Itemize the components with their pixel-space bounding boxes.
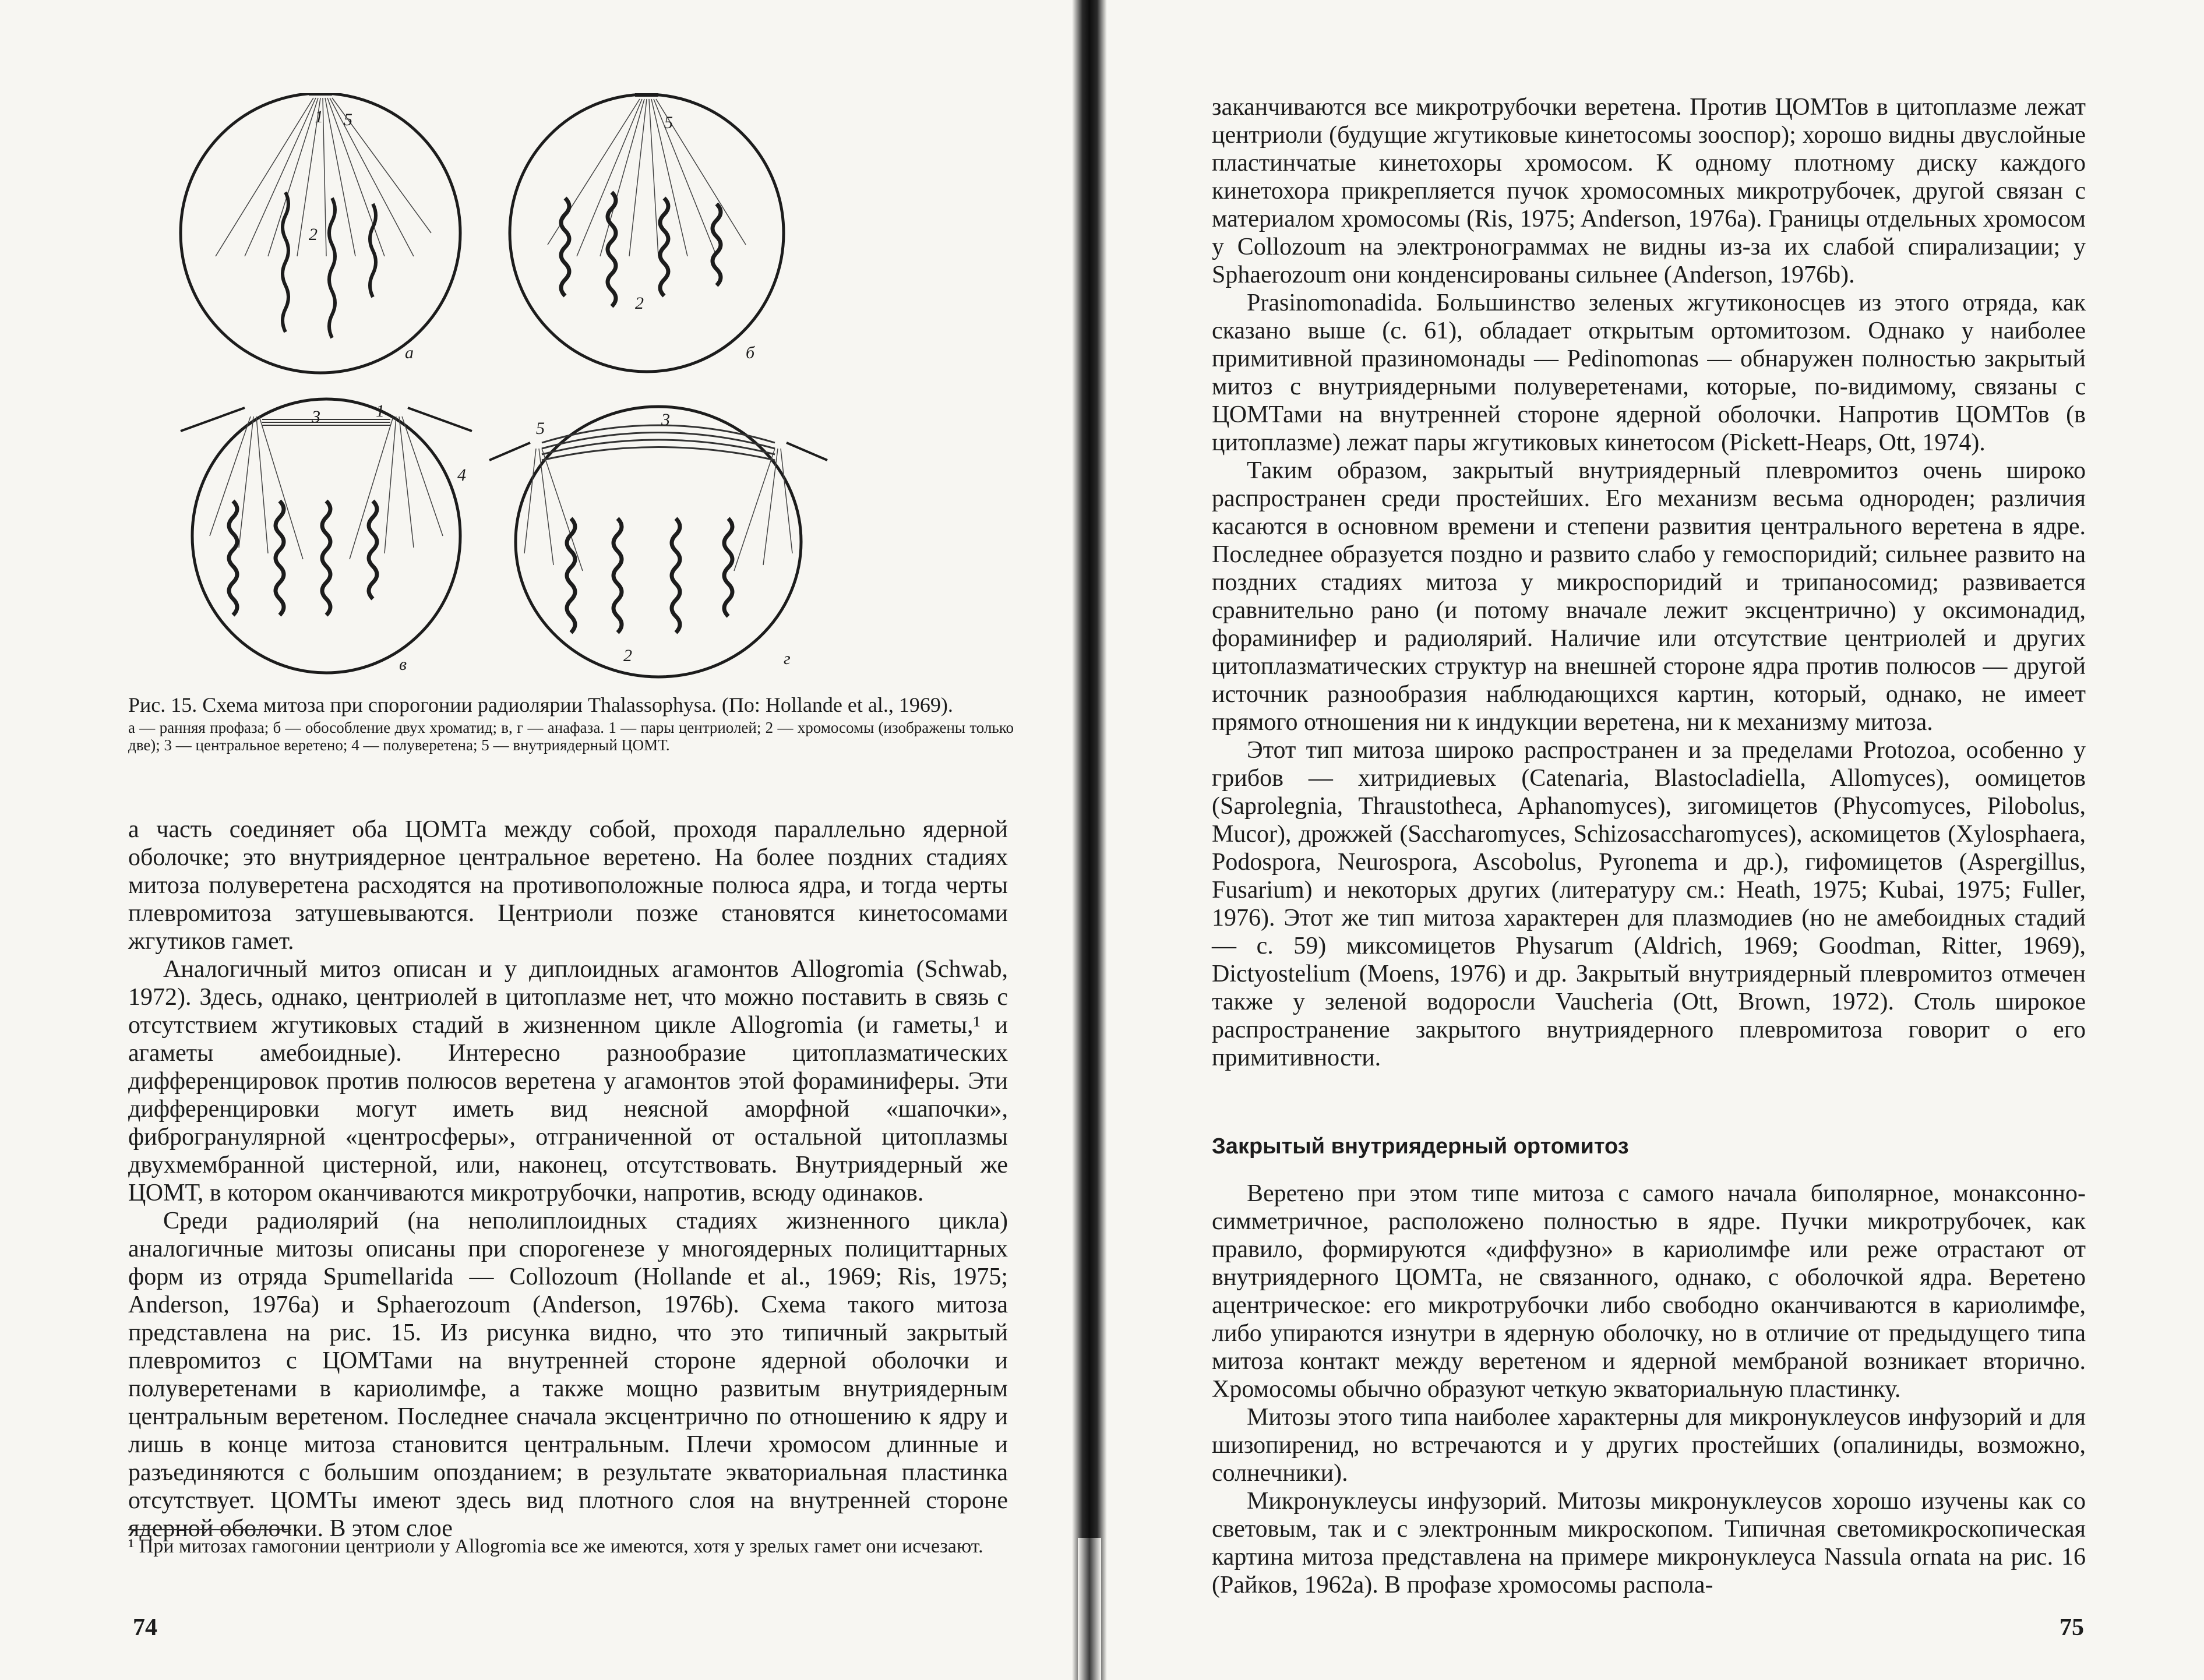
- panel-a-nucleus: [181, 93, 460, 373]
- right-paragraph-1: заканчиваются все микротрубочки веретена. Против ЦОМТов в цитоплазме лежат центриоли (будущие жгутиковые кинетосомы зооспор); хорошо видны двуслойные пластинчатые кинетохоры хромосом. К одному плотному диску каждого кинетохора прикрепляется пучок хромосомных микротрубочек, другой связан с материалом хромосомы (Ris, 1975; Anderson, 1976a). Границы отдельных хромосом у Collozoum на электронограммах не видны из-за их слабой спирализации; у Sphaerozoum они конденсированы сильнее (Anderson, 1976b).: [1212, 94, 2086, 288]
- panel-a-letter: а: [405, 343, 414, 362]
- panel-d-letter: г: [784, 649, 791, 668]
- figure-caption-legend: а — ранняя профаза; б — обособление двух хроматид; в, г — анафаза. 1 — пары центриолей; 2 — хромосомы (изображены только две); 3 — центральное веретено; 4 — полуверетена; 5 — внутриядерный ЦОМТ.: [128, 719, 1014, 754]
- panel-c-letter: в: [399, 655, 407, 674]
- left-paragraph-1: а часть соединяет оба ЦОМТа между собой, проходя параллельно ядерной оболочке; это внутриядерное центральное веретено. На более поздних стадиях митоза полуверетена расходятся на противоположные полюса ядра, и тогда черты плевромитоза затушевываются. Центриоли позже становятся кинетосомами жгутиков гамет.: [128, 816, 1008, 955]
- panel-c-nucleus: [181, 399, 472, 673]
- panel-c-label-3: 3: [312, 407, 320, 426]
- left-paragraph-2: Аналогичный митоз описан и у диплоидных агамонтов Allogromia (Schwab, 1972). Здесь, однако, центриолей в цитоплазме нет, что можно поставить в связь с отсутствием жгутиковых стадий в жизненном цикле Allogromia (и гаметы,¹ и агаметы амебоидные). Интересно разнообразие цитоплазматических дифференцировок против полюсов веретена у агамонтов этой фораминиферы. Эти дифференцировки могут иметь вид неясной аморфной «шапочки», фиброгранулярной «центросферы», отграниченной от остальной цитоплазмы двухмембранной цистерной, или, наконец, отсутствовать. Внутриядерный же ЦОМТ, в котором оканчиваются микротрубочки, напротив, всюду одинаков.: [128, 956, 1008, 1206]
- panel-c-label-4: 4: [457, 465, 466, 485]
- right-paragraph-6: Митозы этого типа наиболее характерны для микронуклеусов инфузорий и для шизопиренид, но встречаются и у других простейших (опалиниды, возможно, солнечники).: [1212, 1404, 2086, 1487]
- right-page-number: 75: [2060, 1614, 2084, 1641]
- figure-15-mitosis-diagram: [134, 93, 891, 687]
- right-paragraph-2: Prasinomonadida. Большинство зеленых жгутиконосцев из этого отряда, как сказано выше (с. 61), обладает открытым ортомитозом. Однако у наиболее примитивной празиномонады — Pedinomonas — обнаружен полностью закрытый митоз с внутриядерными полуверетенами, которые, по-видимому, связаны с ЦОМТами на внутренней стороне ядерной оболочки. Напротив ЦОМТов (в цитоплазме) лежат пары жгутиковых кинетосом (Pickett-Heaps, Ott, 1974).: [1212, 290, 2086, 456]
- left-page: [0, 0, 1089, 1680]
- left-page-number: 74: [133, 1614, 157, 1641]
- panel-d-label-3: 3: [661, 410, 670, 429]
- figure-caption: [128, 693, 1014, 754]
- right-body-top: [1212, 93, 2086, 1072]
- panel-a-label-2: 2: [309, 225, 318, 244]
- panel-b-nucleus: [510, 93, 784, 372]
- figure-caption-title: Рис. 15. Схема митоза при спорогонии радиолярии Thalassophysa. (По: Hollande et al., 1969).: [128, 693, 953, 717]
- panel-b-letter: б: [746, 343, 755, 362]
- left-body-text: [128, 816, 1008, 1543]
- panel-d-label-2: 2: [623, 646, 632, 665]
- right-page: [1095, 0, 2204, 1680]
- left-footnote-block: [128, 1529, 1008, 1558]
- right-section-heading-block: [1212, 1133, 2086, 1160]
- panel-a-label-1: 1: [315, 107, 323, 126]
- footnote-rule: [128, 1529, 291, 1530]
- left-footnote: ¹ При митозах гамогонии центриоли у Allogromia все же имеются, хотя у зрелых гамет они исчезают.: [128, 1536, 983, 1557]
- panel-b-label-2: 2: [635, 294, 644, 313]
- panel-a-label-5: 5: [344, 110, 352, 129]
- panel-c-label-1: 1: [376, 401, 385, 421]
- section-heading: Закрытый внутриядерный ортомитоз: [1212, 1134, 1629, 1159]
- right-paragraph-7: Микронуклеусы инфузорий. Митозы микронуклеусов хорошо изучены как со световым, так и с электронным микроскопом. Типичная светомикроскопическая картина митоза представлена на примере микронуклеуса Nassula ornata на рис. 16 (Райков, 1962a). В профазе хромосомы распола-: [1212, 1488, 2086, 1598]
- right-paragraph-4: Этот тип митоза широко распространен и за пределами Protozoa, особенно у грибов — хитридиевых (Catenaria, Blastocladiella, Allomyces), оомицетов (Saprolegnia, Thraustotheca, Aphanomyces), зигомицетов (Phycomyces, Pilobolus, Mucor), дрожжей (Saccharomyces, Schizosaccharomyces), аскомицетов (Xylosphaera, Podospora, Neurospora, Ascobolus, Pyronema и др.), гифомицетов (Aspergillus, Fusarium) и некоторых других (литературу см.: Heath, 1975; Kubai, 1975; Fuller, 1976). Этот же тип митоза характерен для плазмодиев (но не амебоидных стадий — с. 59) миксомицетов Physarum (Aldrich, 1969; Goodman, Ritter, 1969), Dictyostelium (Moens, 1976) и др. Закрытый внутриядерный плевромитоз отмечен также у зеленой водоросли Vaucheria (Ott, Brown, 1972). Столь широкое распространение закрытого внутриядерного плевромитоза говорит о его примитивности.: [1212, 737, 2086, 1071]
- right-paragraph-5: Веретено при этом типе митоза с самого начала биполярное, монаксонно-симметричное, расположено полностью в ядре. Пучки микротрубочек, как правило, формируются «диффузно» в кариолимфе или реже отрастают от внутриядерного ЦОМТа, не связанного, однако, с оболочкой ядра. Веретено ацентрическое: его микротрубочки либо свободно оканчиваются в кариолимфе, либо упираются изнутри в ядерную оболочку, но в отличие от предыдущего типа митоза контакт между веретеном и ядерной мембраной возникает вторично. Хромосомы обычно образуют четкую экваториальную пластинку.: [1212, 1180, 2086, 1403]
- panel-b-label-5: 5: [664, 113, 673, 132]
- panel-d-label-5: 5: [536, 419, 545, 438]
- right-paragraph-3: Таким образом, закрытый внутриядерный плевромитоз очень широко распространен среди простейших. Его механизм весьма однороден; различия касаются в основном времени и степени развития центрального веретена в ядре. Последнее образуется поздно и развито слабо у гемоспоридий; сильнее развито на поздних стадиях митоза у микроспоридий и трипаносомид; развивается сравнительно рано (и потому вначале лежит эксцентрично) у оксимонадид, фораминифер и радиолярий. Наличие или отсутствие центриолей и других цитоплазматических структур на внешней стороне ядра против полюсов — другой источник разнообразия наблюдающихся картин, который, однако, не имеет прямого отношения ни к индукции веретена, ни к механизму митоза.: [1212, 457, 2086, 736]
- panel-d-nucleus: [489, 407, 827, 677]
- right-body-bottom: [1212, 1180, 2086, 1599]
- left-paragraph-3: Среди радиолярий (на неполиплоидных стадиях жизненного цикла) аналогичные митозы описаны при спорогенезе у многоядерных полициттарных форм из отряда Spumellarida — Collozoum (Hollande et al., 1969; Ris, 1975; Anderson, 1976a) и Sphaerozoum (Anderson, 1976b). Схема такого митоза представлена на рис. 15. Из рисунка видно, что это типичный закрытый плевромитоз с ЦОМТами на внутренней стороне ядерной оболочки и полуверетенами в кариолимфе, а также мощно развитым внутриядерным центральным веретеном. Последнее сначала эксцентрично по отношению к ядру и лишь в конце митоза становится центральным. Плечи хромосом длинные и разъединяются с большим опозданием; в результате экваториальная пластинка отсутствует. ЦОМТы имеют здесь вид плотного слоя на внутренней стороне ядерной оболочки. В этом слое: [128, 1208, 1008, 1542]
